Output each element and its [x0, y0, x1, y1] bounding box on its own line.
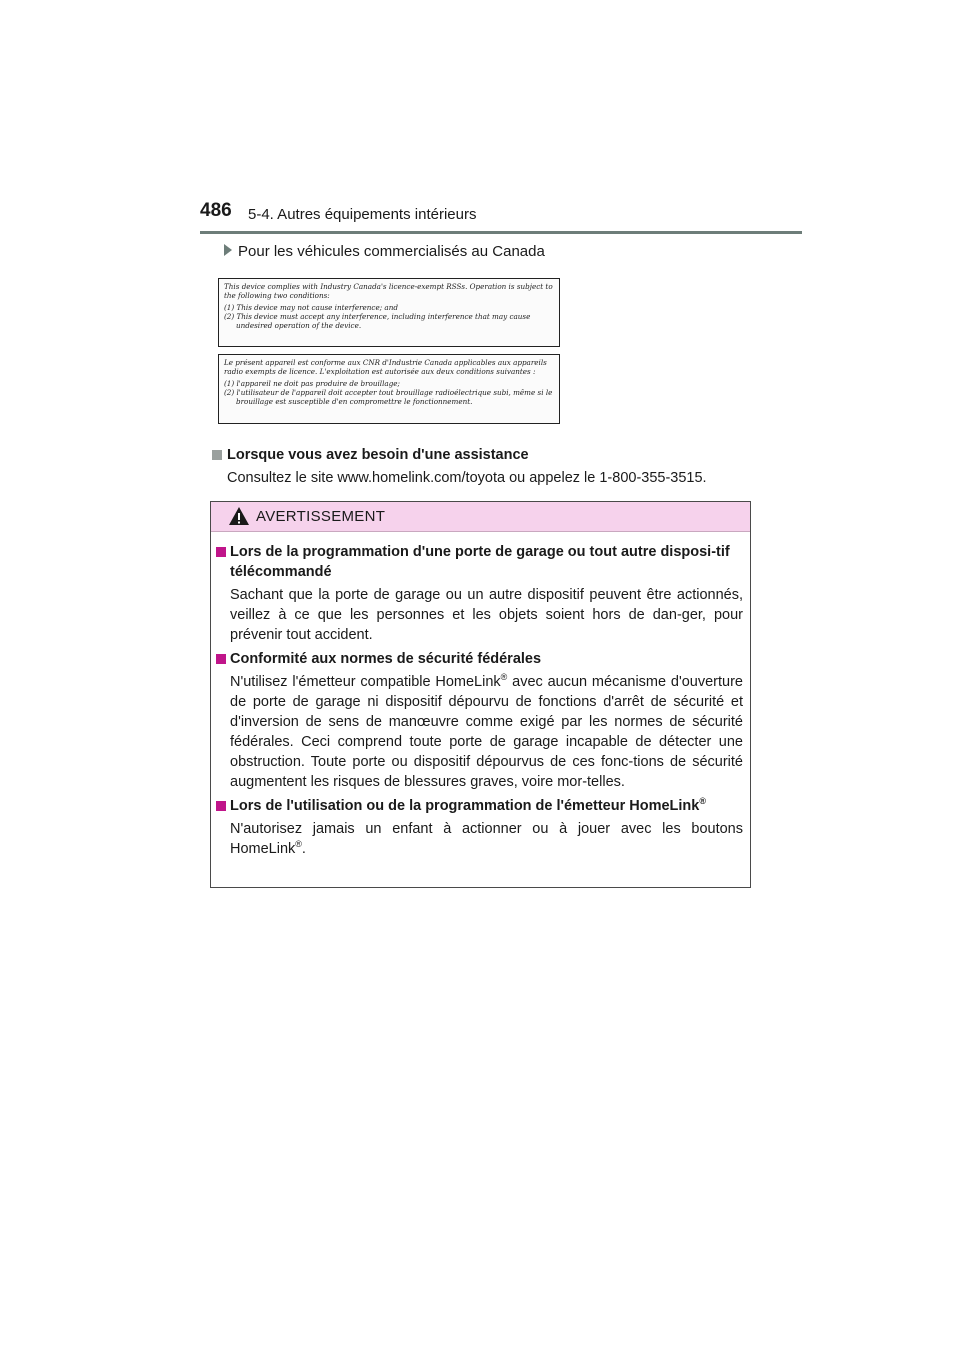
warning-item-heading [216, 649, 743, 669]
warning-item-heading [216, 542, 743, 582]
warning-text-part: N'utilisez l'émetteur compatible HomeLink [230, 674, 501, 690]
square-bullet-icon [216, 654, 226, 664]
warning-item-text [216, 819, 743, 859]
notice-fr-intro: Le présent appareil est conforme aux CNR d'Industrie Canada applicables aux appareils radio exempts de licence. L'exploitation est autorisée aux deux conditions suivantes : [224, 358, 547, 376]
page-number: 486 [200, 200, 232, 221]
warning-item-text: Sachant que la porte de garage ou un autre dispositif peuvent être actionnés, veillez à ce que les personnes et les objets soient hors de dan-ger, pour prévenir tout accident. [230, 587, 743, 643]
warning-item [216, 649, 743, 792]
assistance-text: Consultez le site www.homelink.com/toyota ou appelez le 1-800-355-3515. [227, 470, 707, 486]
header-rule [200, 231, 802, 234]
canada-label [224, 243, 545, 260]
notice-en-cond2: (2) This device must accept any interference, including interference that may cause undesired operation of the device. [224, 312, 531, 330]
triangle-bullet-icon [224, 244, 232, 256]
warning-triangle-icon [228, 506, 250, 526]
square-bullet-icon [216, 547, 226, 557]
warning-item-heading-text: Lors de l'utilisation ou de la programmation de l'émetteur HomeLink [230, 798, 700, 814]
notice-fr-cond2: (2) l'utilisateur de l'appareil doit accepter tout brouillage radioélectrique subi, même si le brouillage est susceptible d'en compromettre le fonctionnement. [224, 388, 553, 406]
warning-item-text [216, 672, 743, 792]
warning-box [210, 501, 751, 888]
warning-text-part: . [301, 841, 306, 857]
registered-mark: ® [295, 839, 302, 850]
notice-fr-cond1: (1) l'appareil ne doit pas produire de brouillage; [224, 379, 400, 388]
warning-body [216, 542, 743, 863]
warning-text-part: avec aucun mécanisme d'ouverture de porte de garage ni dispositif dépourvu de fonctions d'arrêt de sécurité et d'inversion de sens de manœuvre comme exigé par les normes de sécurité fédérales. Ceci comprend toute porte de garage incapable de détecter une obstruction. Toute porte ou dispositif dépourvus de ces fonc-tions de sécurité augmentent les risques de blessures graves, voire mor-telles. [230, 674, 743, 790]
warning-item-heading-text: Lors de la programmation d'une porte de garage ou tout autre disposi-tif télécommandé [230, 544, 730, 580]
warning-text-part: N'autorisez jamais un enfant à actionner ou à jouer avec les boutons HomeLink [230, 821, 743, 857]
notice-en-cond1: (1) This device may not cause interference; and [224, 303, 398, 312]
square-bullet-icon [216, 801, 226, 811]
notice-en-intro: This device complies with Industry Canada's licence-exempt RSSs. Operation is subject to the following two conditions: [224, 282, 553, 300]
notice-french [218, 354, 560, 424]
warning-item [216, 796, 743, 859]
warning-item-heading-text: Conformité aux normes de sécurité fédérales [230, 651, 542, 667]
registered-mark: ® [699, 796, 706, 807]
section-title: 5-4. Autres équipements intérieurs [248, 206, 477, 223]
page-header [200, 200, 802, 236]
square-bullet-icon [212, 450, 222, 460]
notice-english [218, 278, 560, 347]
warning-item [216, 542, 743, 645]
registered-mark: ® [500, 672, 508, 683]
assistance-heading [212, 447, 529, 463]
warning-item-heading [216, 796, 743, 816]
warning-title: AVERTISSEMENT [256, 508, 386, 525]
warning-header [211, 502, 750, 532]
canada-label-text: Pour les véhicules commercialisés au Canada [238, 243, 545, 260]
assistance-heading-text: Lorsque vous avez besoin d'une assistance [227, 447, 529, 463]
